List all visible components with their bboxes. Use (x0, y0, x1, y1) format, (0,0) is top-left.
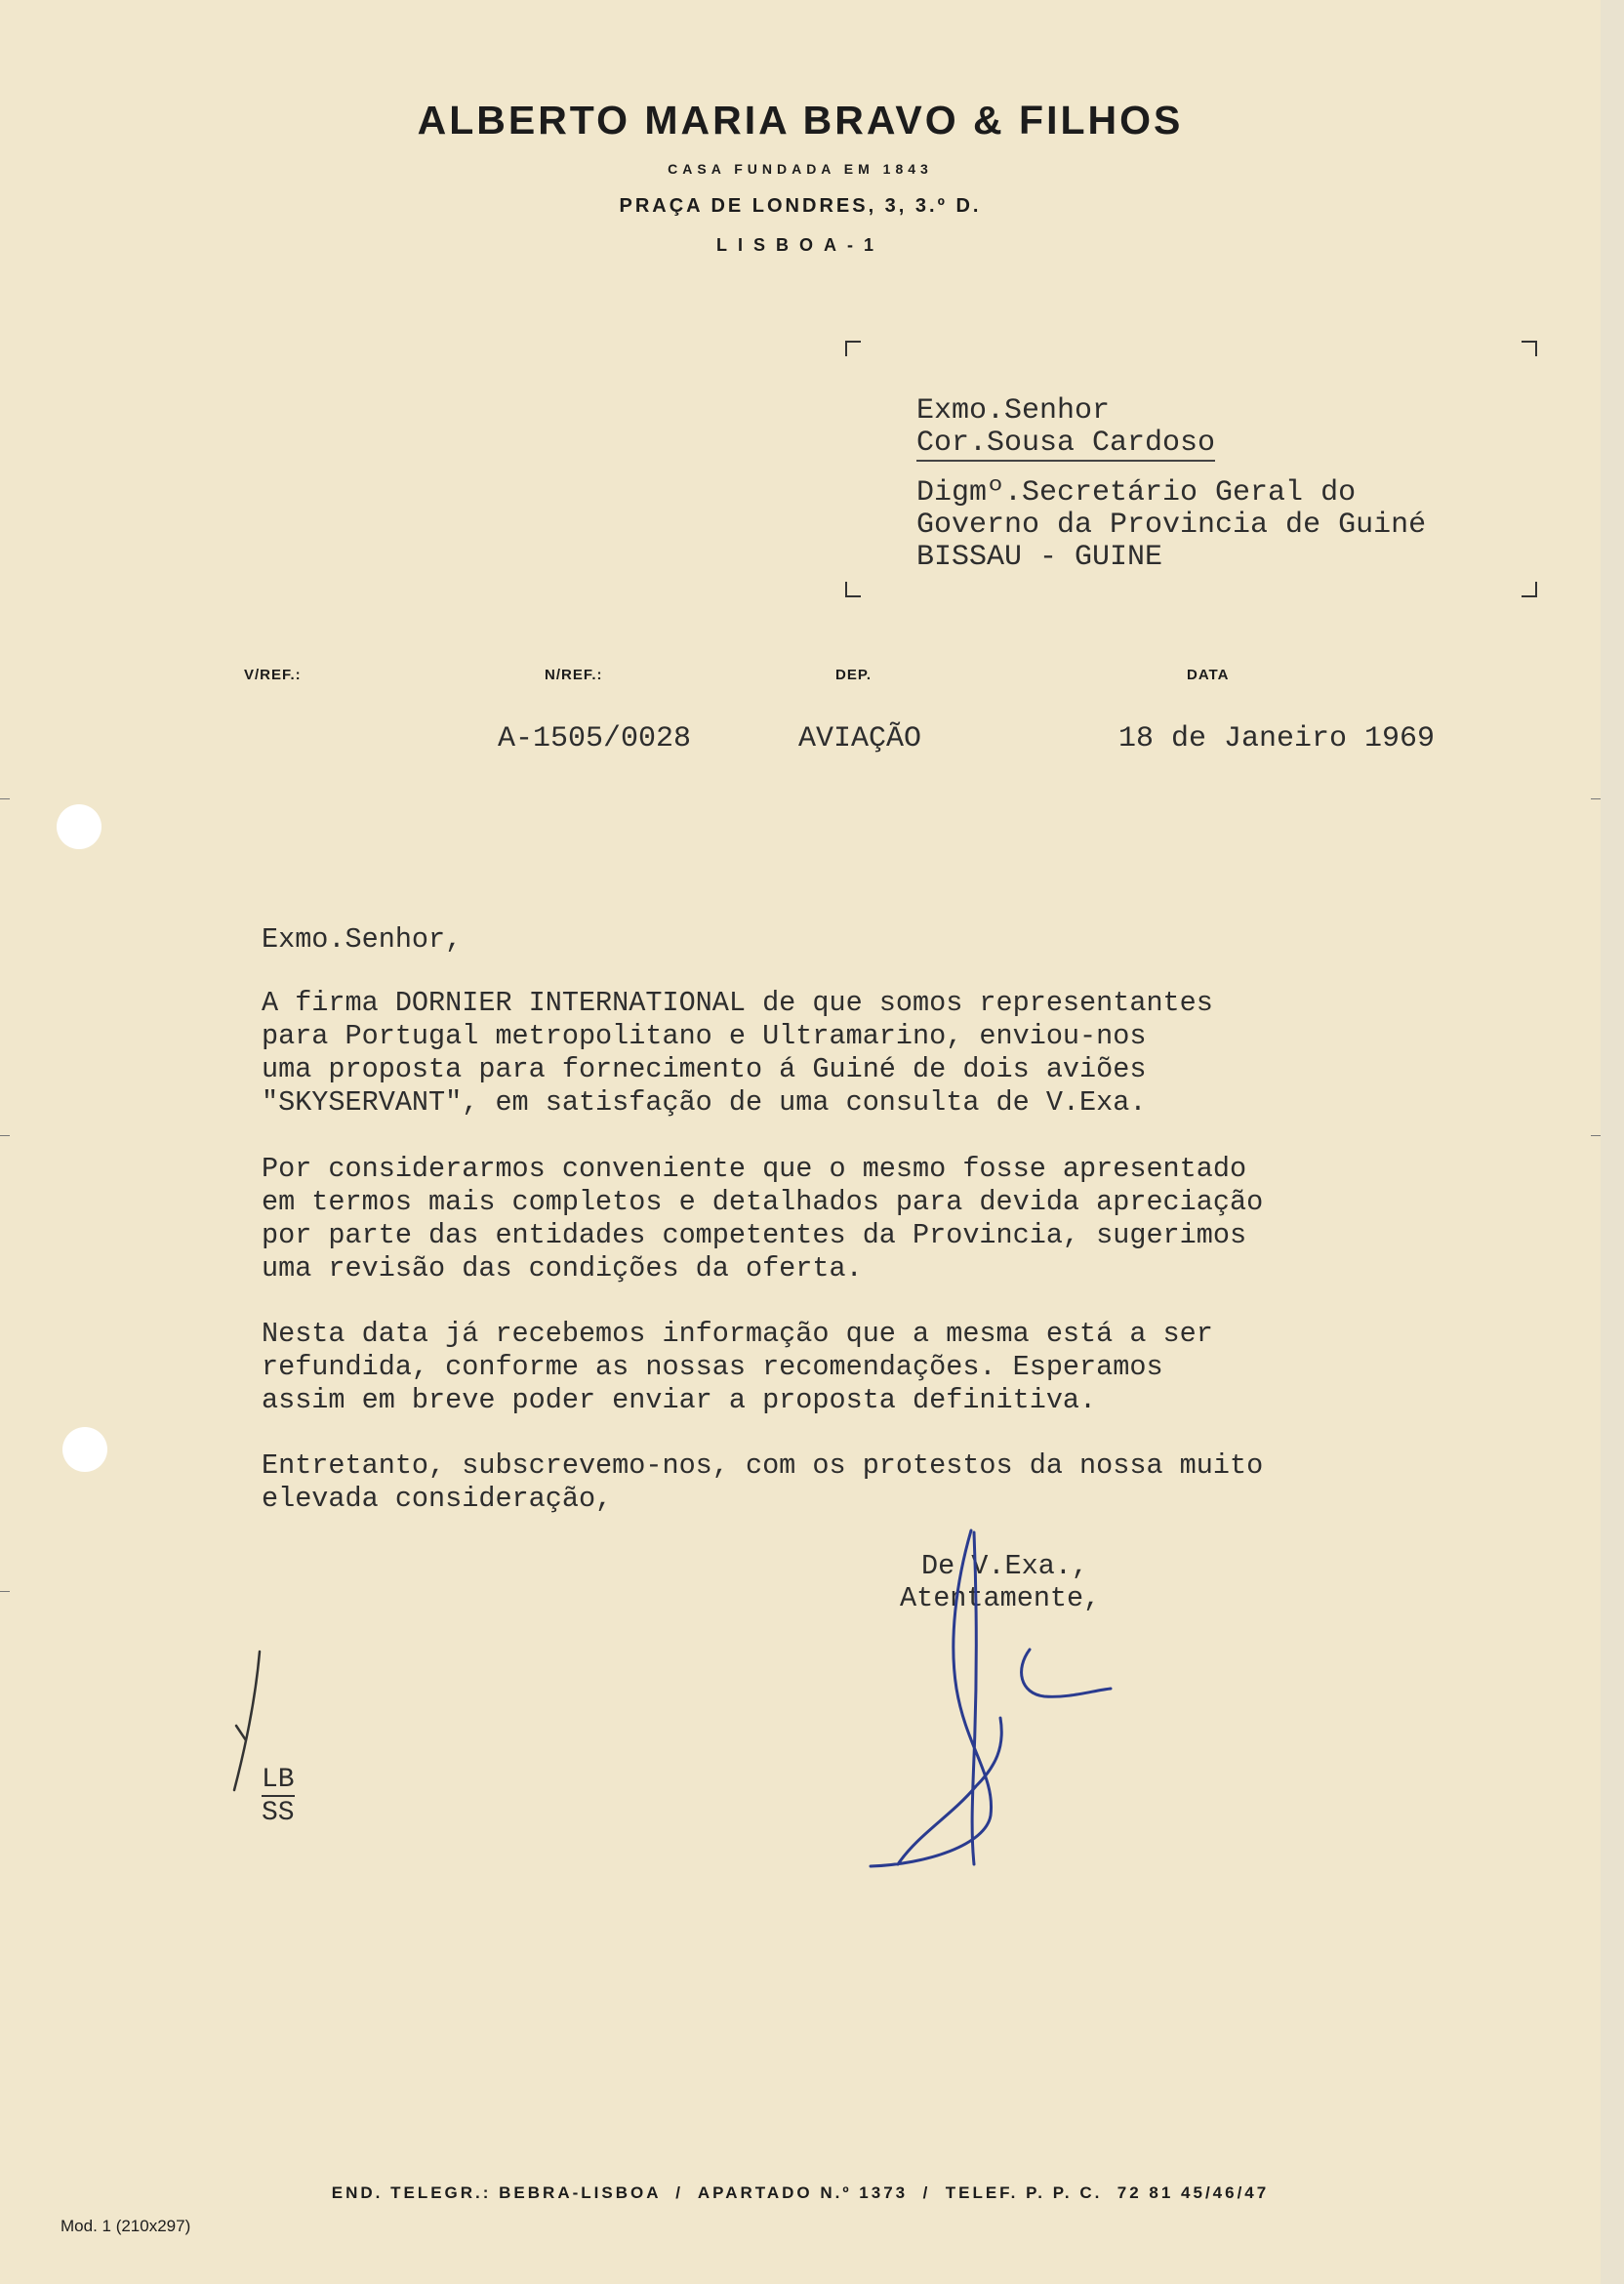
letter-greeting: Exmo.Senhor, (262, 923, 463, 956)
margin-tick (0, 1135, 10, 1136)
dep-value: AVIAÇÃO (798, 722, 922, 755)
typist-initials-top (262, 1765, 295, 1795)
punch-hole-top (57, 804, 102, 849)
page-edge (1601, 0, 1624, 2284)
letter-paragraph-2: Por considerarmos conveniente que o mesmo fosse apresentado em termos mais completos e detalhados para devida apreciação por parte das entidades competentes da Provincia, sugerimos uma revisão das condições da oferta. (262, 1153, 1264, 1285)
window-corner-mark (845, 582, 861, 597)
window-corner-mark (1522, 582, 1537, 597)
dep-label: DEP. (835, 667, 873, 683)
margin-tick (0, 798, 10, 799)
company-name: ALBERTO MARIA BRAVO & FILHOS (417, 98, 1184, 143)
n-ref-value: A-1505/0028 (498, 722, 692, 755)
footer-contact: END. TELEGR.: BEBRA-LISBOA / APARTADO N.º 1373 / TELEF. P. P. C. 72 81 45/46/47 (331, 2183, 1270, 2202)
date-value: 18 de Janeiro 1969 (1118, 722, 1436, 755)
punch-hole-bottom (62, 1427, 107, 1472)
recipient-location: BISSAU - GUINE (916, 541, 1163, 574)
n-ref-label: N/REF.: (545, 667, 603, 683)
form-code: Mod. 1 (210x297) (61, 2217, 191, 2235)
company-city: LISBOA-1 (715, 235, 884, 255)
margin-tick (0, 1591, 10, 1592)
v-ref-label: V/REF.: (244, 667, 302, 683)
closing-line-2: Atentamente, (900, 1582, 1101, 1614)
recipient-name-wrap (916, 427, 1215, 460)
initials-lb: LB (262, 1765, 295, 1795)
window-corner-mark (845, 341, 861, 356)
typist-initials-bottom: SS (262, 1798, 295, 1828)
founded-line: CASA FUNDADA EM 1843 (668, 161, 933, 177)
letter-paragraph-1: A firma DORNIER INTERNATIONAL de que somos representantes para Portugal metropolitano e Ultramarino, enviou-nos uma proposta para fornecimento á Guiné de dois aviões "SKYSERVANT", em satisfação de uma consulta de V.Exa. (262, 987, 1213, 1119)
recipient-salutation: Exmo.Senhor (916, 394, 1111, 428)
recipient-organization: Governo da Provincia de Guiné (916, 509, 1427, 542)
initials-mark (226, 1648, 265, 1794)
letter-paragraph-3: Nesta data já recebemos informação que a mesma está a ser refundida, conforme as nossas recomendações. Esperamos assim em breve poder enviar a proposta definitiva. (262, 1318, 1213, 1416)
recipient-title: Digmº.Secretário Geral do (916, 476, 1357, 510)
company-address: PRAÇA DE LONDRES, 3, 3.º D. (619, 195, 982, 217)
signature (859, 1523, 1142, 1874)
margin-tick (1591, 798, 1601, 799)
letter-paragraph-4: Entretanto, subscrevemo-nos, com os protestos da nossa muito elevada consideração, (262, 1449, 1264, 1515)
window-corner-mark (1522, 341, 1537, 356)
recipient-name: Cor.Sousa Cardoso (916, 427, 1216, 460)
margin-tick (1591, 1135, 1601, 1136)
closing-line-1: De V.Exa., (921, 1550, 1089, 1582)
date-label: DATA (1187, 667, 1230, 683)
